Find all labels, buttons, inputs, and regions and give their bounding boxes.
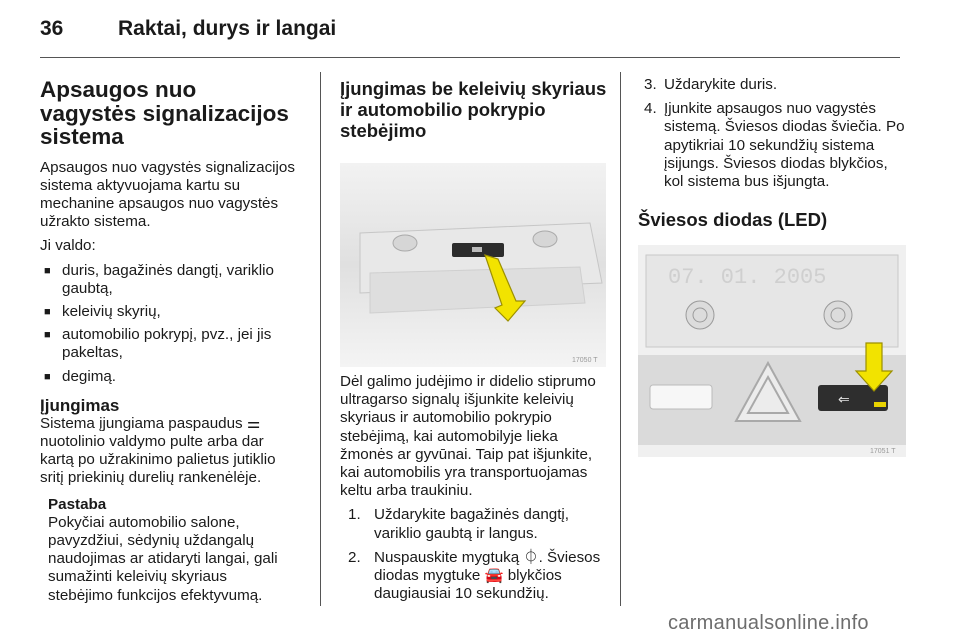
figure-overhead-console bbox=[340, 163, 606, 367]
step-item bbox=[340, 506, 608, 542]
led-heading: Šviesos diodas (LED) bbox=[638, 209, 828, 231]
column-divider-2 bbox=[620, 72, 621, 606]
step-text: Nuspauskite mygtuką ⏀. Šviesos diodas mygtuke 🚘 blykčios daugiausiai 10 sekundžių. bbox=[374, 548, 601, 603]
controls-label: Ji valdo: bbox=[40, 237, 96, 255]
step-number: 4. bbox=[644, 100, 657, 118]
watermark: carmanualsonline.info bbox=[668, 612, 869, 634]
bullet-item: ■ automobilio pokrypį, pvz., jei jis pakeltas, bbox=[40, 326, 296, 362]
note-title: Pastaba bbox=[48, 495, 107, 513]
note-block bbox=[40, 496, 296, 605]
step-item bbox=[638, 76, 906, 94]
step-number: 3. bbox=[644, 76, 657, 93]
step-text: Uždarykite bagažinės dangtį, variklio gaubtą ir langus. bbox=[374, 506, 570, 542]
column-2 bbox=[340, 66, 608, 603]
column-divider-1 bbox=[320, 72, 321, 606]
sub-heading: Įjungimas bbox=[40, 395, 120, 415]
figure-code: 17051 T bbox=[870, 448, 896, 456]
page-title: Raktai, durys ir langai bbox=[118, 17, 337, 40]
bullet-item: ■ duris, bagažinės dangtį, variklio gaubtą, bbox=[40, 262, 296, 298]
figure-code: 17050 T bbox=[572, 357, 598, 364]
step-text: Uždarykite duris. bbox=[664, 76, 778, 93]
column-1 bbox=[40, 66, 296, 605]
activation-text: Sistema įjungiama paspaudus ⚌ nuotolinio valdymo pulte arba dar kartą po užrakinimo palietus jutiklio sritį priekinių durelių rankenėlėje. bbox=[40, 414, 276, 487]
step-item bbox=[638, 100, 906, 191]
figure-led-panel bbox=[638, 245, 906, 457]
note-text: Pokyčiai automobilio salone, pavyzdžiui, sėdynių uždangalų naudojimas ar atidaryti langai, gali sumažinti keleivių skyriaus stebėjimo funkcijos efektyvumą. bbox=[48, 513, 278, 604]
page-number: 36 bbox=[40, 17, 64, 40]
column-3 bbox=[638, 76, 906, 457]
header-rule bbox=[40, 57, 900, 58]
step-text: Įjunkite apsaugos nuo vagystės sistemą. Šviesos diodas šviečia. Po apytikriai 10 sekundžių sistema įsijungs. Šviesos diodas blykčios, kol sistema bus išjungta. bbox=[664, 100, 905, 191]
bullet-item: ■ degimą. bbox=[40, 368, 296, 386]
bullet-item: ■ keleivių skyrių, bbox=[40, 303, 296, 321]
step-number: 1. bbox=[348, 506, 361, 524]
display-readout: 07. 01. 2005 bbox=[668, 265, 827, 291]
step-number: 2. bbox=[348, 548, 361, 566]
intro-text: Apsaugos nuo vagystės signalizacijos sistema aktyvuojama kartu su mechanine apsaugos nuo vagystės užrakto sistema. bbox=[40, 158, 295, 231]
section-heading: Apsaugos nuo vagystės signalizacijos sistema bbox=[40, 77, 289, 149]
svg-text:⇐: ⇐ bbox=[838, 392, 850, 409]
section-heading-2: Įjungimas be keleivių skyriaus ir automobilio pokrypio stebėjimo bbox=[340, 78, 607, 141]
step-item bbox=[340, 549, 608, 604]
body-text: Dėl galimo judėjimo ir didelio stiprumo ultragarso signalų išjunkite keleivių skyriaus ir automobilio pokrypio stebėjimą, kai automobilyje lieka žmonės ar gyvūnai. Taip pat išjunkite, kai automobilis yra transportuojamas keltu arba traukiniu. bbox=[340, 373, 596, 500]
